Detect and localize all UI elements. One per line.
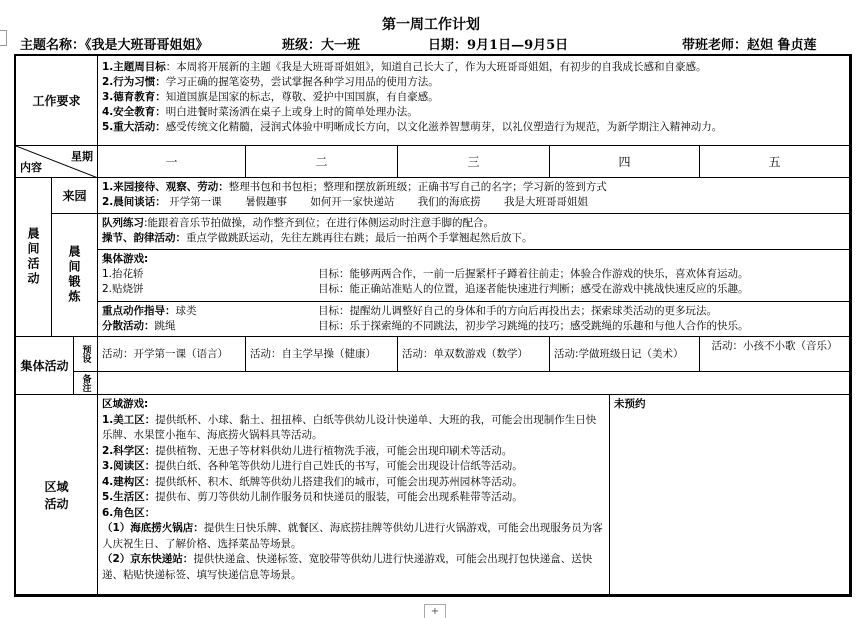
area-item: 1.美工区：提供纸杯、小球、黏土、扭扭棒、白纸等供幼儿设计快递单、大班的我，可能会出现制作生日快乐牌、水果筐小拖车、海底捞火锅料具等活动。: [102, 413, 597, 441]
day-monday: 一: [98, 146, 246, 178]
work-req-content: [98, 56, 850, 146]
arrival-label: 来园: [52, 178, 98, 214]
arrival-content: 1.来园接待、观察、劳动：整理书包和书包柜；整理和摆放新班级；正确书写自己的名字；学习新的签到方式 2.晨间谈话： 开学第一课 暑假趣事 如何开一家快递站 我们的海底捞 我是大班哥哥姐姐: [98, 178, 850, 214]
corner-cell: [16, 146, 98, 178]
day-thursday: 四: [550, 146, 700, 178]
area-item: 6.角色区：: [102, 506, 156, 519]
area-item: （2）京东快递站：提供快递盒、快递标签、宽胶带等供幼儿进行快递游戏，可能会出现打包快递盒、送快递、粘贴快递标签、填写快递信息等场景。: [102, 553, 593, 581]
activity-thursday: 活动:学做班级日记（美术）: [550, 337, 700, 372]
teacher-names: 带班老师：赵妲 鲁贞莲: [682, 38, 817, 53]
class-name: 班级：大一班: [282, 38, 361, 53]
work-line: 4.安全教育：明白进餐时菜汤洒在桌子上或身上时的简单处理办法。: [102, 106, 418, 118]
key-action-content: 重点动作指导：球类 目标：提醒幼儿调整好自己的身体和手的方向后再投出去；探索球类活动的更多玩法。 分散活动：跳绳 目标：乐于探索绳的不同跳法，初步学习跳绳的技巧；感受跳绳的乐趣和与他人合作的快乐。: [98, 302, 850, 337]
plan-table: [14, 54, 852, 597]
queue-content: 队列练习:能跟着音乐节拍做操，动作整齐到位；在进行体侧运动时注意手脚的配合。 操节、韵律活动：重点学做跳跃运动，先往左跳再往右跳；最后一拍两个手掌翘起然后放下。: [98, 214, 850, 250]
work-req-label: 工作要求: [16, 56, 98, 146]
activity-monday: 活动：开学第一课（语言）: [98, 337, 246, 372]
note-content: [98, 372, 850, 395]
work-line: 2.行为习惯：学习正确的握笔姿势，尝试掌握各种学习用品的使用方法。: [102, 76, 439, 88]
area-label: 区域活动: [16, 395, 98, 595]
date-range: 日期：9月1日—9月5日: [428, 38, 569, 53]
collective-label: 集体活动: [16, 337, 74, 395]
add-icon[interactable]: +: [424, 604, 446, 618]
unbooked-cell: 未预约: [610, 395, 850, 595]
preset-label: 预设: [74, 337, 98, 372]
work-line: 3.德育教育：知道国旗是国家的标志，尊敬、爱护中国国旗，有自豪感。: [102, 91, 439, 103]
area-item: 5.生活区：提供布、剪刀等供幼儿制作服务员和快递员的服装，可能会出现系鞋带等活动。: [102, 491, 523, 503]
work-line: 1.主题周目标：本周将开展新的主题《我是大班哥哥姐姐》，知道自己长大了，作为大班哥哥姐姐，有初步的自我成长感和自豪感。: [102, 61, 707, 73]
area-item: 4.建构区：提供纸杯、积木、纸牌等供幼儿搭建我们的城市，可能会出现苏州园林等活动。: [102, 475, 523, 488]
note-label: 备注: [74, 372, 98, 395]
day-tuesday: 二: [246, 146, 398, 178]
area-content: 区域游戏: 1.美工区：提供纸杯、小球、黏土、扭扭棒、白纸等供幼儿设计快递单、大班的我，可能会出现制作生日快乐牌、水果筐小拖车、海底捞火锅料具等活动。 2.科学区：提供植物、无患子等材料供幼儿进行植物洗手液，可能会出现印刷术等活动。 3.阅读区：提供白纸、各种笔等供幼儿进行自己姓氏的书写，可能会出现设计信纸等活动。 4.建构区：提供纸杯、积木、纸牌等供幼儿搭建我们的城市，可能会出现苏州园林等活动。 5.生活区：提供布、剪刀等供幼儿制作服务员和快递员的服装，可能会出现系鞋带等活动。 6.角色区： （1）海底捞火锅店：提供生日快乐牌、就餐区、海底捞挂牌等供幼儿进行火锅游戏，可能会出现服务员为客人庆祝生日、了解价格、选择菜品等场景。 （2）京东快递站：提供快递盒、快递标签、宽胶带等供幼儿进行快递游戏，可能会出现打包快递盒、送快递、粘贴快递标签、填写快递信息等场景。: [98, 395, 610, 595]
day-friday: 五: [700, 146, 850, 178]
theme-name: 主题名称：《我是大班哥哥姐姐》: [20, 38, 209, 53]
area-item: 3.阅读区：提供白纸、各种笔等供幼儿进行自己姓氏的书写，可能会出现设计信纸等活动。: [102, 460, 523, 472]
activity-wednesday: 活动：单双数游戏（数学）: [398, 337, 550, 372]
activity-friday: 活动：小孩不小歌（音乐）: [700, 337, 850, 372]
morning-label: 晨间活动: [16, 178, 52, 337]
activity-tuesday: 活动：自主学早操（健康）: [246, 337, 398, 372]
day-wednesday: 三: [398, 146, 550, 178]
corner-weekday: 星期: [71, 150, 93, 163]
group-game-content: 集体游戏: 1.抬花轿 目标：能够两两合作，一前一后握紧杆子蹲着往前走；体验合作游戏的快乐，喜欢体育运动。 2.贴烧饼 目标：能正确站准贴人的位置，追逐者能快速进行判断；感受在游戏中挑战快速反应的乐趣。: [98, 250, 850, 302]
header-row: [20, 34, 850, 52]
work-line: 5.重大活动：感受传统文化精髓，浸润式体验中明晰成长方向，以文化滋养智慧萌芽，以礼仪塑造行为规范，为新学期注入精神动力。: [102, 121, 723, 133]
page-title: 第一周工作计划: [382, 17, 480, 33]
area-item: （1）海底捞火锅店：提供生日快乐牌、就餐区、海底捞挂牌等供幼儿进行火锅游戏，可能会出现服务员为客人庆祝生日、了解价格、选择菜品等场景。: [102, 522, 603, 550]
corner-content: 内容: [20, 161, 42, 174]
exercise-label: 晨间锻炼: [52, 214, 98, 337]
area-item: 2.科学区：提供植物、无患子等材料供幼儿进行植物洗手液，可能会出现印刷术等活动。: [102, 444, 513, 457]
